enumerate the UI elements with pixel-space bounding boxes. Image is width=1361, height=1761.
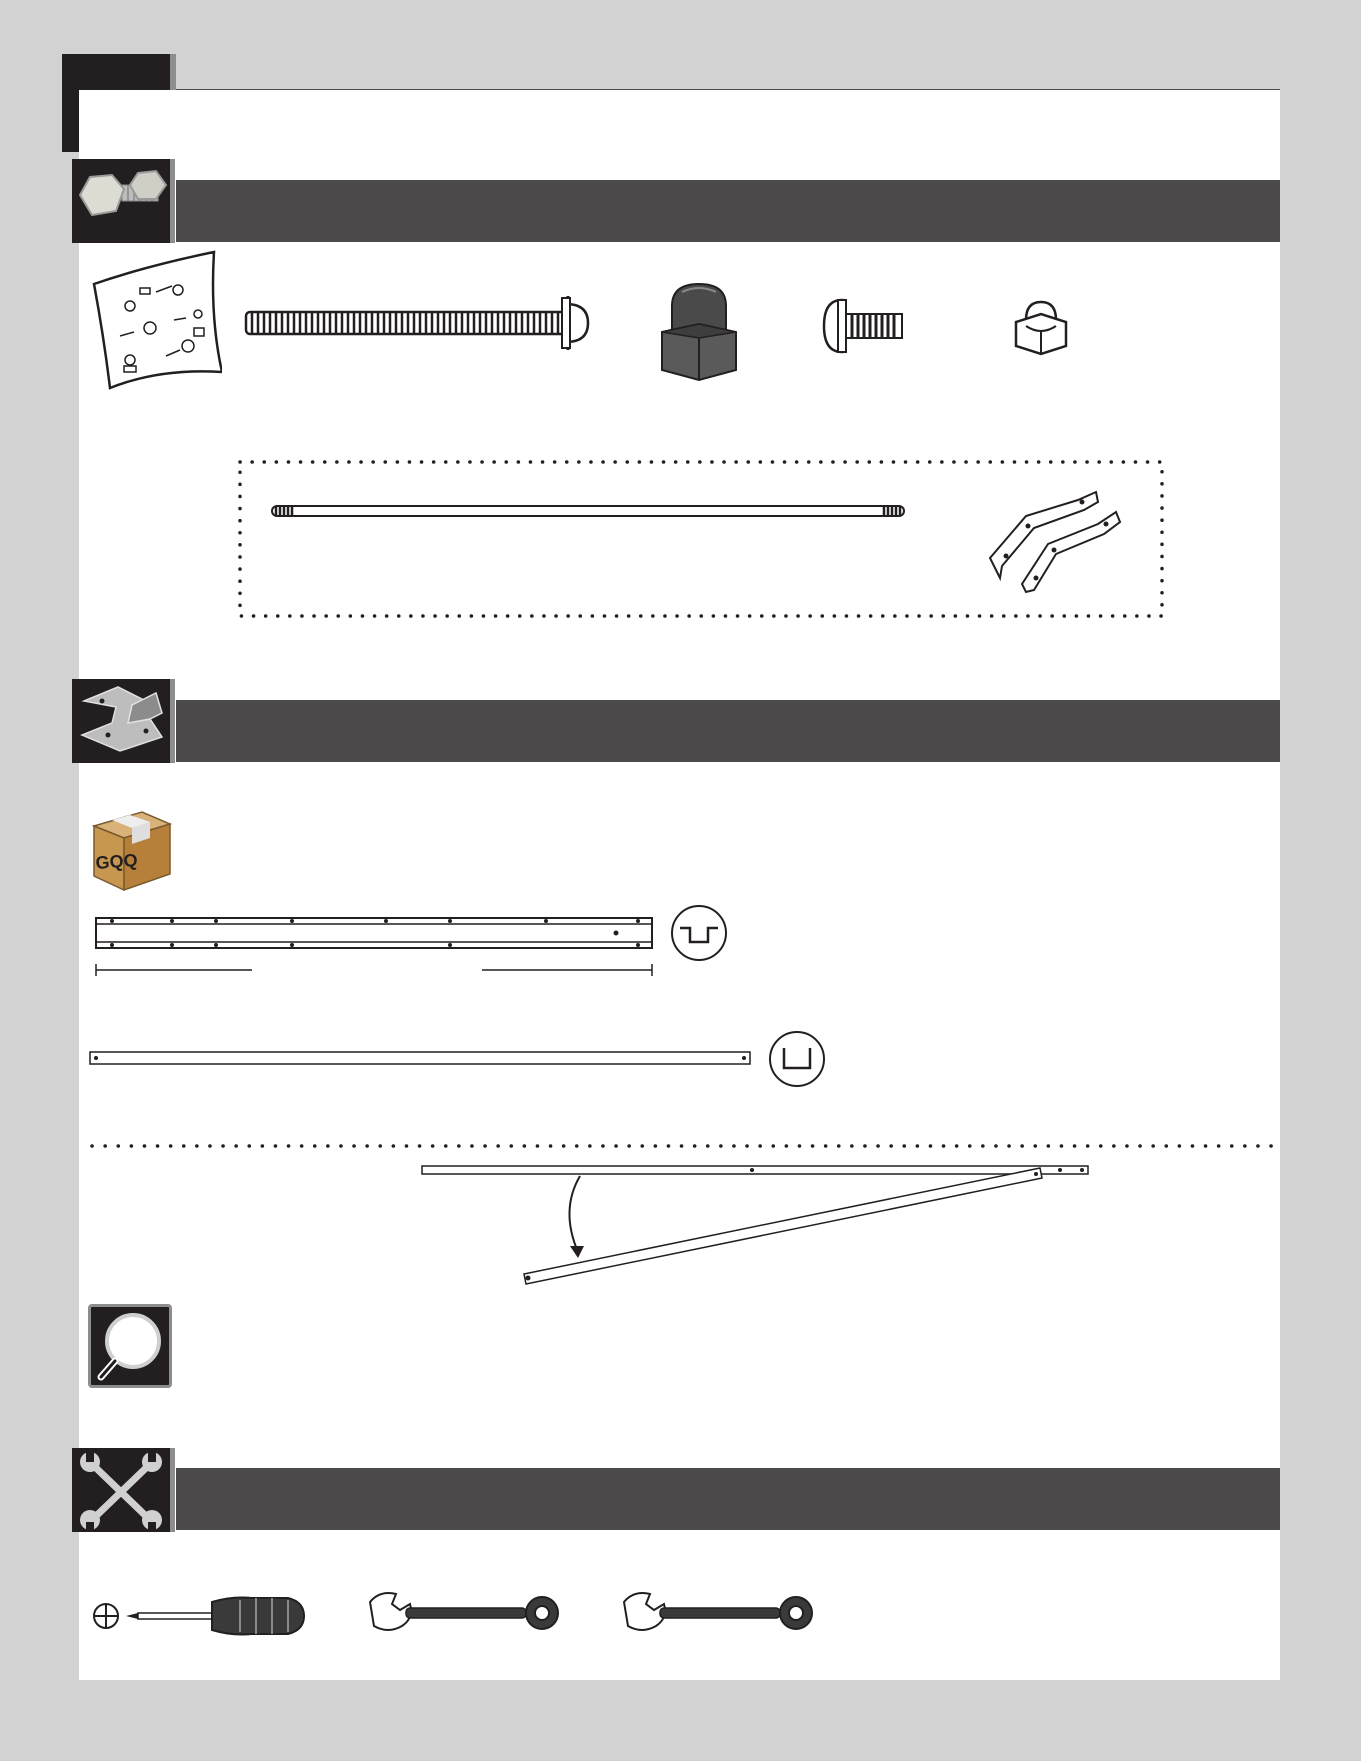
long-bolt [244,290,590,356]
l-channel-profile-icon [768,1030,826,1088]
threaded-rod [270,500,906,522]
dotted-separator [88,1142,1280,1150]
hardware-icon-box [72,159,175,243]
parts-box-icon [90,808,174,892]
tools-header-bar [176,1468,1280,1530]
short-screw [822,296,906,356]
u-channel-rail [92,912,656,978]
cap-nut [658,280,740,382]
tools-icon-box [72,1448,175,1532]
parts-icon-box [72,679,175,763]
crossed-wrenches-icon [72,1448,170,1532]
lock-nut [1012,296,1070,358]
nut-and-bolt-icon [72,159,170,243]
box-label: GQQ [94,850,139,873]
combination-wrench-1 [366,1588,562,1638]
combination-wrench-2 [620,1588,816,1638]
angle-brackets [986,474,1132,594]
bracket-parts-icon [72,679,170,763]
detail-icon-box [88,1304,172,1388]
u-channel-profile-icon [670,904,728,962]
hardware-header-bar [176,180,1280,242]
hardware-bag [90,248,222,390]
magnifier-icon [91,1307,169,1385]
folding-rail-diagram [420,1160,1092,1290]
parts-header-bar [176,700,1280,762]
flat-rail [88,1048,754,1068]
phillips-screwdriver [92,1588,306,1644]
